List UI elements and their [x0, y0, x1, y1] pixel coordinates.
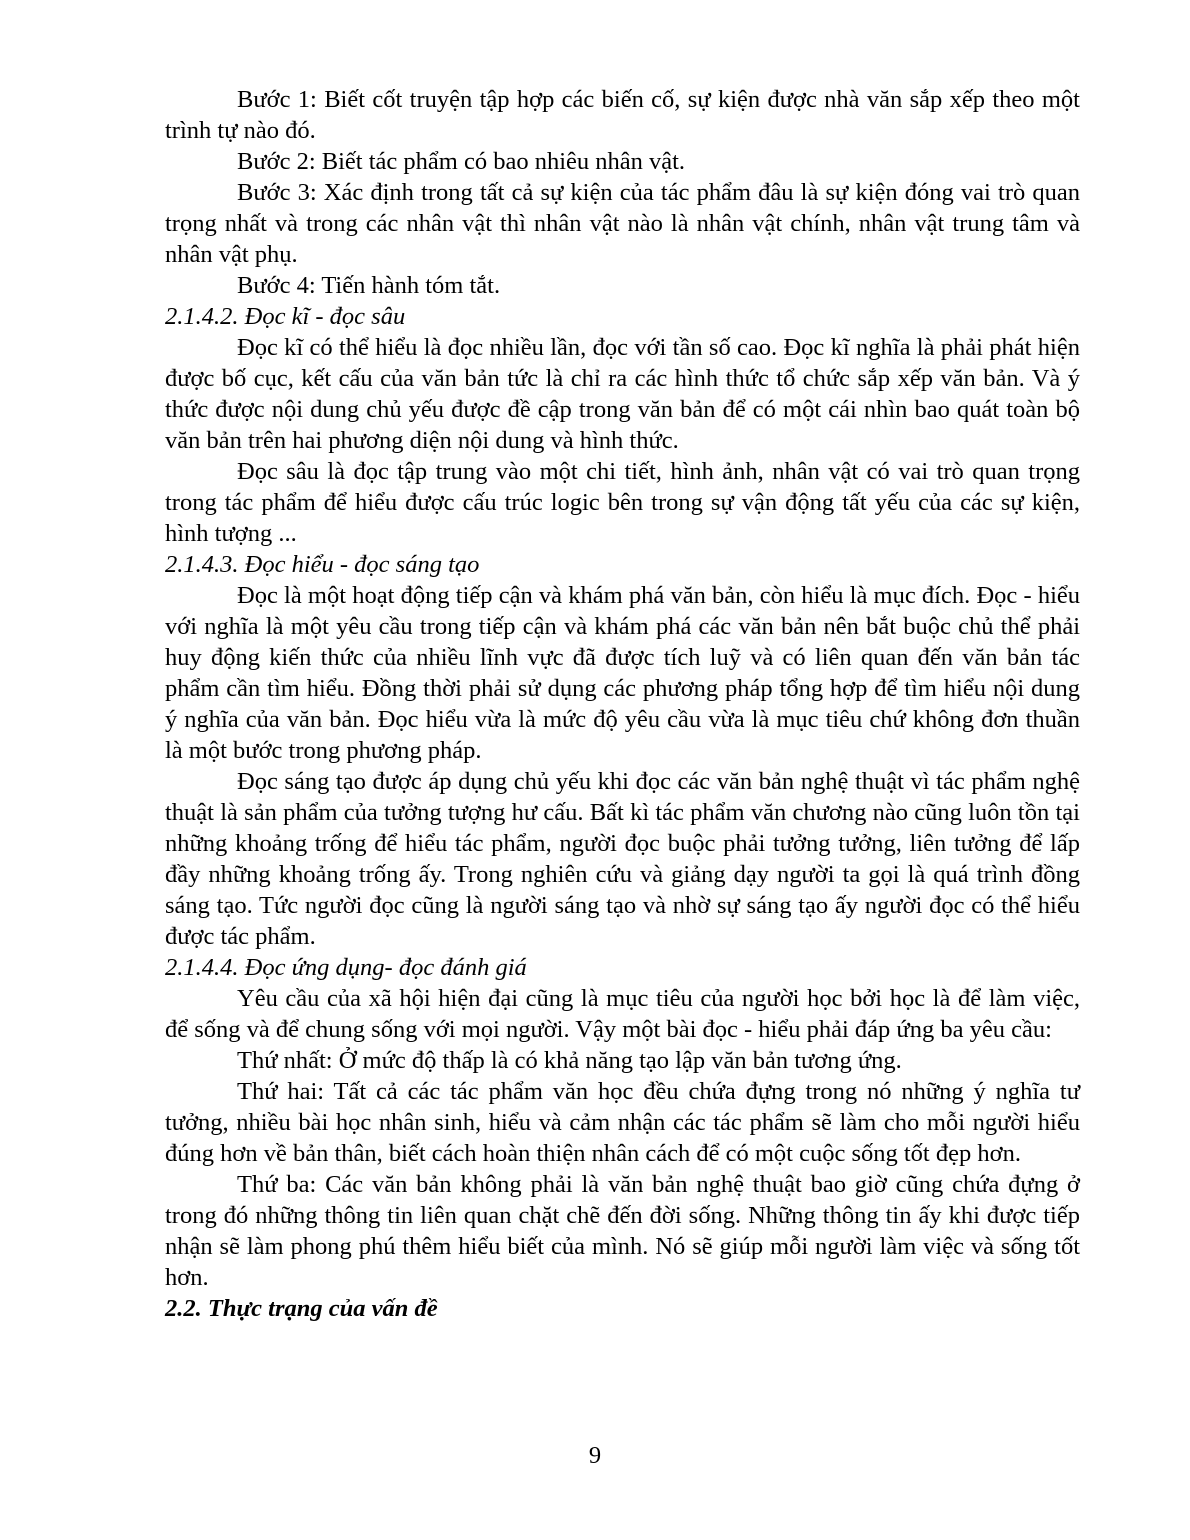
step-3-paragraph: Bước 3: Xác định trong tất cả sự kiện của tác phẩm đâu là sự kiện đóng vai trò quan trọng nhất và trong các nhân vật thì nhân vật nào là nhân vật chính, nhân vật trung tâm và nhân vật phụ. [165, 179, 1080, 268]
paragraph-doc-sang-tao: Đọc sáng tạo được áp dụng chủ yếu khi đọc các văn bản nghệ thuật vì tác phẩm nghệ thuật là sản phẩm của tưởng tượng hư cấu. Bất kì tác phẩm văn chương nào cũng luôn tồn tại những khoảng trống để hiểu tác phẩm, người đọc buộc phải tưởng tưởng, liên tưởng để lấp đầy những khoảng trống ấy. Trong nghiên cứu và giảng dạy người ta gọi là quá trình đồng sáng tạo. Tức người đọc cũng là người sáng tạo và nhờ sự sáng tạo ấy người đọc có thể hiểu được tác phẩm. [165, 768, 1080, 950]
heading-2-1-4-2: 2.1.4.2. Đọc kĩ - đọc sâu [165, 303, 406, 330]
heading-2-1-4-4: 2.1.4.4. Đọc ứng dụng- đọc đánh giá [165, 954, 527, 981]
step-4-paragraph: Bước 4: Tiến hành tóm tắt. [237, 272, 501, 299]
paragraph-thu-nhat: Thứ nhất: Ở mức độ thấp là có khả năng tạo lập văn bản tương ứng. [237, 1047, 902, 1074]
paragraph-doc-hieu: Đọc là một hoạt động tiếp cận và khám phá văn bản, còn hiểu là mục đích. Đọc - hiểu với nghĩa là một yêu cầu trong tiếp cận và khám phá các văn bản nên bắt buộc chủ thể phải huy động kiến thức của nhiều lĩnh vực đã được tích luỹ và có liên quan đến văn bản tác phẩm cần tìm hiểu. Đồng thời phải sử dụng các phương pháp tổng hợp để tìm hiểu nội dung ý nghĩa của văn bản. Đọc hiểu vừa là mức độ yêu cầu vừa là mục tiêu chứ không đơn thuần là một bước trong phương pháp. [165, 582, 1080, 764]
step-2-paragraph: Bước 2: Biết tác phẩm có bao nhiêu nhân vật. [237, 148, 686, 175]
step-1-paragraph: Bước 1: Biết cốt truyện tập hợp các biến cố, sự kiện được nhà văn sắp xếp theo một trình tự nào đó. [165, 86, 1080, 144]
document-body [165, 84, 1080, 1324]
paragraph-doc-ki: Đọc kĩ có thể hiểu là đọc nhiều lần, đọc với tần số cao. Đọc kĩ nghĩa là phải phát hiện được bố cục, kết cấu của văn bản tức là chỉ ra các hình thức tổ chức sắp xếp văn bản. Và ý thức được nội dung chủ yếu được đề cập trong văn bản để có một cái nhìn bao quát toàn bộ văn bản trên hai phương diện nội dung và hình thức. [165, 334, 1080, 454]
page-number: 9 [588, 1442, 602, 1469]
paragraph-thu-ba: Thứ ba: Các văn bản không phải là văn bản nghệ thuật bao giờ cũng chứa đựng ở trong đó những thông tin liên quan chặt chẽ đến đời sống. Những thông tin ấy khi được tiếp nhận sẽ làm phong phú thêm hiểu biết của mình. Nó sẽ giúp mỗi người làm việc và sống tốt hơn. [165, 1171, 1080, 1291]
paragraph-doc-sau: Đọc sâu là đọc tập trung vào một chi tiết, hình ảnh, nhân vật có vai trò quan trọng trong tác phẩm để hiểu được cấu trúc logic bên trong sự vận động tất yếu của các sự kiện, hình tượng ... [165, 458, 1080, 547]
paragraph-yeu-cau: Yêu cầu của xã hội hiện đại cũng là mục tiêu của người học bởi học là để làm việc, để sống và để chung sống với mọi người. Vậy một bài đọc - hiểu phải đáp ứng ba yêu cầu: [165, 985, 1080, 1043]
paragraph-thu-hai: Thứ hai: Tất cả các tác phẩm văn học đều chứa đựng trong nó những ý nghĩa tư tưởng, nhiều bài học nhân sinh, hiểu và cảm nhận các tác phẩm sẽ làm cho mỗi người hiểu đúng hơn về bản thân, biết cách hoàn thiện nhân cách để có một cuộc sống tốt đẹp hơn. [165, 1078, 1080, 1167]
heading-2-1-4-3: 2.1.4.3. Đọc hiểu - đọc sáng tạo [165, 551, 480, 578]
heading-2-2: 2.2. Thực trạng của vấn đề [165, 1295, 438, 1322]
